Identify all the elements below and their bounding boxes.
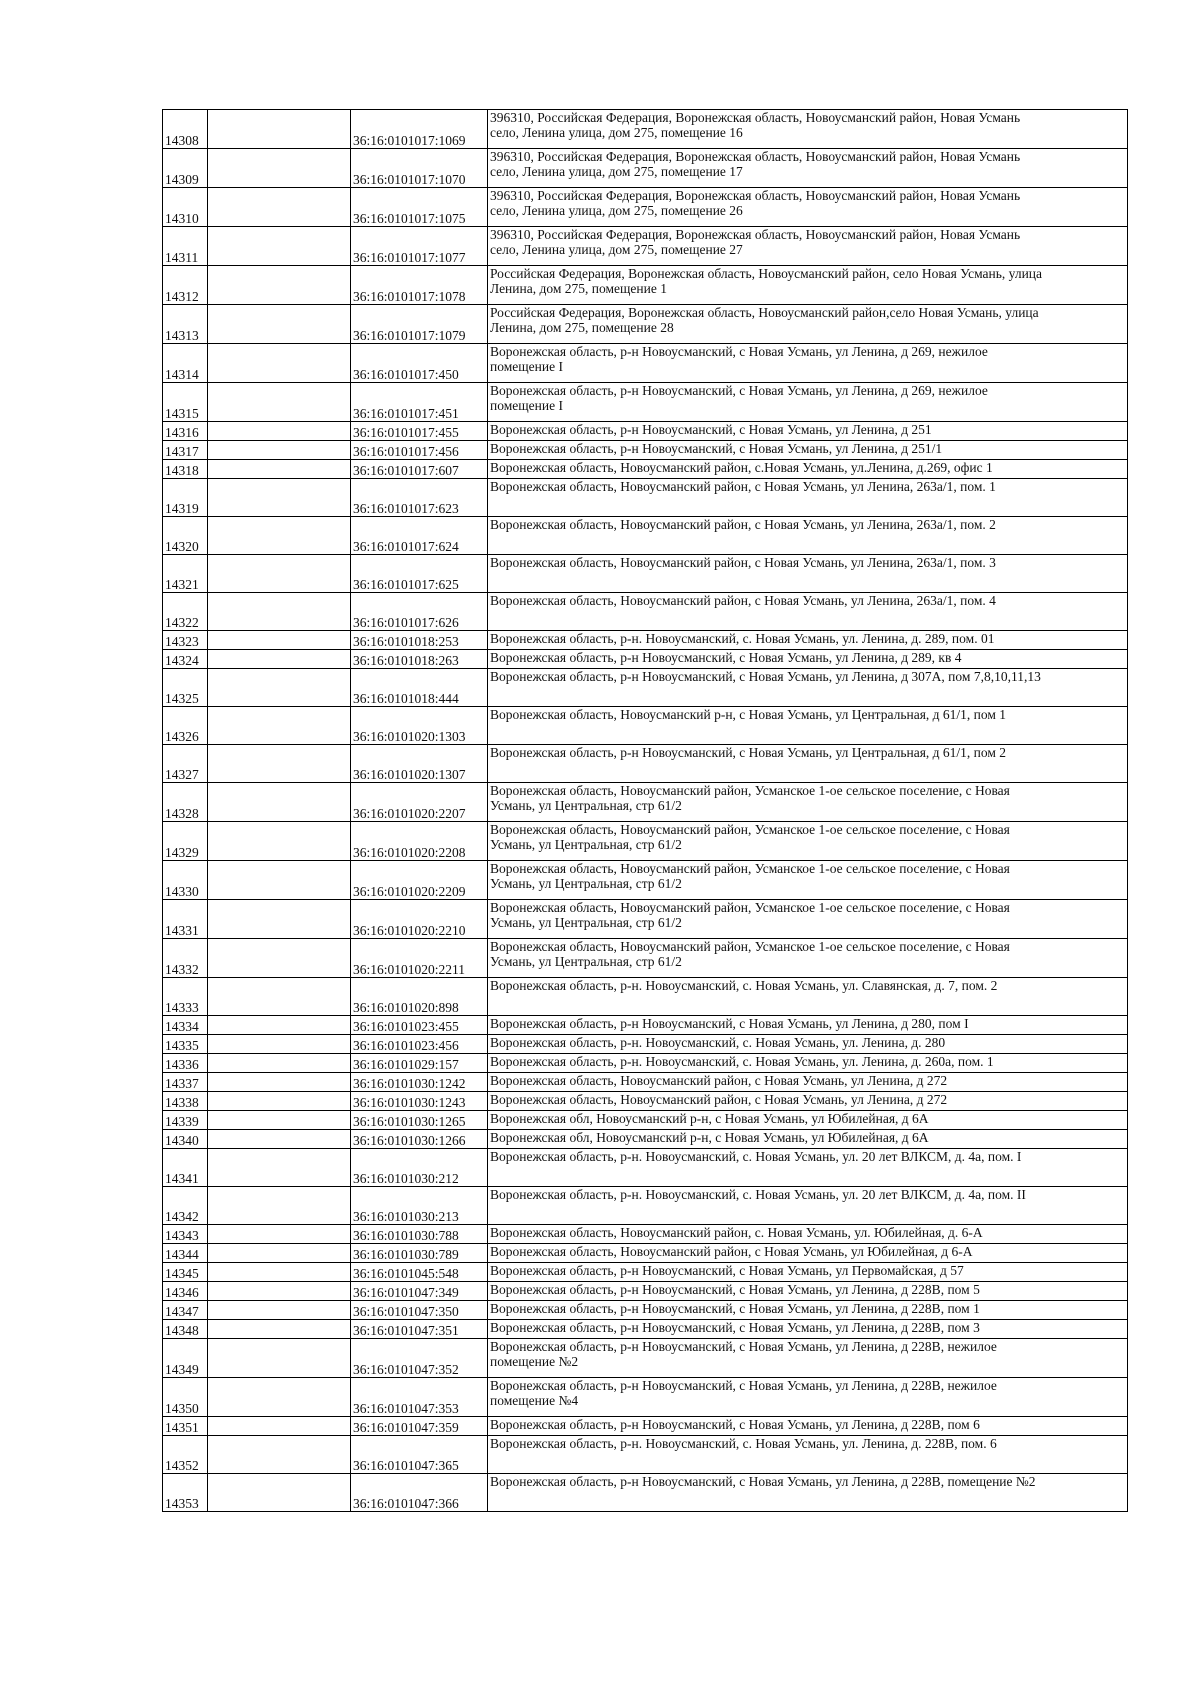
empty-cell xyxy=(208,978,351,1016)
table-row xyxy=(163,1282,1128,1301)
cadastral-number-cell: 36:16:0101030:788 xyxy=(351,1225,488,1244)
row-number-cell: 14339 xyxy=(163,1111,208,1130)
cadastral-number-cell: 36:16:0101017:1075 xyxy=(351,188,488,227)
cadastral-number-cell: 36:16:0101047:366 xyxy=(351,1474,488,1512)
address-cell: Воронежская область, р-н Новоусманский, с Новая Усмань, ул Ленина, д 228В, пом 1 xyxy=(488,1301,1128,1320)
table-row xyxy=(163,1378,1128,1417)
empty-cell xyxy=(208,1263,351,1282)
table-row xyxy=(163,1130,1128,1149)
table-row xyxy=(163,861,1128,900)
row-number-cell: 14333 xyxy=(163,978,208,1016)
table-row xyxy=(163,227,1128,266)
row-number-cell: 14331 xyxy=(163,900,208,939)
row-number-cell: 14341 xyxy=(163,1149,208,1187)
table-row xyxy=(163,650,1128,669)
cadastral-number-cell: 36:16:0101020:898 xyxy=(351,978,488,1016)
row-number-cell: 14308 xyxy=(163,110,208,149)
empty-cell xyxy=(208,1187,351,1225)
cadastral-number-cell: 36:16:0101047:350 xyxy=(351,1301,488,1320)
row-number-cell: 14312 xyxy=(163,266,208,305)
table-row xyxy=(163,900,1128,939)
address-cell: Воронежская область, Новоусманский район, с Новая Усмань, ул Ленина, д 272 xyxy=(488,1092,1128,1111)
row-number-cell: 14348 xyxy=(163,1320,208,1339)
empty-cell xyxy=(208,631,351,650)
row-number-cell: 14316 xyxy=(163,422,208,441)
table-row xyxy=(163,1035,1128,1054)
address-cell: Воронежская область, р-н Новоусманский, с Новая Усмань, ул Ленина, д 269, нежилое помещение I xyxy=(488,383,1128,422)
address-cell: Воронежская область, Новоусманский р-н, с Новая Усмань, ул Центральная, д 61/1, пом 1 xyxy=(488,707,1128,745)
empty-cell xyxy=(208,188,351,227)
cadastral-number-cell: 36:16:0101017:1070 xyxy=(351,149,488,188)
address-cell: Российская Федерация, Воронежская область, Новоусманский район, село Новая Усмань, улица Ленина, дом 275, помещение 1 xyxy=(488,266,1128,305)
empty-cell xyxy=(208,479,351,517)
table-row xyxy=(163,669,1128,707)
cadastral-number-cell: 36:16:0101047:353 xyxy=(351,1378,488,1417)
cadastral-number-cell: 36:16:0101030:212 xyxy=(351,1149,488,1187)
row-number-cell: 14314 xyxy=(163,344,208,383)
row-number-cell: 14335 xyxy=(163,1035,208,1054)
table-row xyxy=(163,745,1128,783)
cadastral-number-cell: 36:16:0101023:456 xyxy=(351,1035,488,1054)
cadastral-number-cell: 36:16:0101020:2211 xyxy=(351,939,488,978)
table-row xyxy=(163,1263,1128,1282)
empty-cell xyxy=(208,939,351,978)
cadastral-number-cell: 36:16:0101047:359 xyxy=(351,1417,488,1436)
empty-cell xyxy=(208,861,351,900)
address-cell: Воронежская область, р-н Новоусманский, с Новая Усмань, ул Первомайская, д 57 xyxy=(488,1263,1128,1282)
empty-cell xyxy=(208,383,351,422)
cadastral-number-cell: 36:16:0101045:548 xyxy=(351,1263,488,1282)
empty-cell xyxy=(208,1320,351,1339)
row-number-cell: 14346 xyxy=(163,1282,208,1301)
address-cell: Воронежская область, р-н. Новоусманский, с. Новая Усмань, ул. Ленина, д. 280 xyxy=(488,1035,1128,1054)
table-row xyxy=(163,783,1128,822)
empty-cell xyxy=(208,1111,351,1130)
cadastral-number-cell: 36:16:0101017:625 xyxy=(351,555,488,593)
address-cell: Воронежская область, р-н. Новоусманский, с. Новая Усмань, ул. Ленина, д. 260а, пом. 1 xyxy=(488,1054,1128,1073)
empty-cell xyxy=(208,822,351,861)
row-number-cell: 14337 xyxy=(163,1073,208,1092)
address-cell: Воронежская область, Новоусманский район, с Новая Усмань, ул Ленина, д 272 xyxy=(488,1073,1128,1092)
table-row xyxy=(163,939,1128,978)
empty-cell xyxy=(208,1149,351,1187)
property-table xyxy=(162,109,1128,1512)
table-row xyxy=(163,344,1128,383)
empty-cell xyxy=(208,745,351,783)
cadastral-number-cell: 36:16:0101029:157 xyxy=(351,1054,488,1073)
cadastral-number-cell: 36:16:0101047:351 xyxy=(351,1320,488,1339)
address-cell: Воронежская область, Новоусманский район, Усманское 1-ое сельское поселение, с Новая Усмань, ул Центральная, стр 61/2 xyxy=(488,939,1128,978)
cadastral-number-cell: 36:16:0101030:1265 xyxy=(351,1111,488,1130)
cadastral-number-cell: 36:16:0101017:607 xyxy=(351,460,488,479)
table-row xyxy=(163,1301,1128,1320)
cadastral-number-cell: 36:16:0101047:349 xyxy=(351,1282,488,1301)
empty-cell xyxy=(208,900,351,939)
table-row xyxy=(163,305,1128,344)
table-row xyxy=(163,555,1128,593)
row-number-cell: 14334 xyxy=(163,1016,208,1035)
table-row xyxy=(163,1149,1128,1187)
table-row xyxy=(163,441,1128,460)
address-cell: Российская Федерация, Воронежская область, Новоусманский район,село Новая Усмань, улица Ленина, дом 275, помещение 28 xyxy=(488,305,1128,344)
address-cell: Воронежская область, р-н Новоусманский, с Новая Усмань, ул Ленина, д 251 xyxy=(488,422,1128,441)
table-row xyxy=(163,707,1128,745)
empty-cell xyxy=(208,305,351,344)
cadastral-number-cell: 36:16:0101017:450 xyxy=(351,344,488,383)
cadastral-number-cell: 36:16:0101023:455 xyxy=(351,1016,488,1035)
empty-cell xyxy=(208,1130,351,1149)
address-cell: Воронежская область, р-н Новоусманский, с Новая Усмань, ул Центральная, д 61/1, пом 2 xyxy=(488,745,1128,783)
cadastral-number-cell: 36:16:0101030:789 xyxy=(351,1244,488,1263)
empty-cell xyxy=(208,1225,351,1244)
cadastral-number-cell: 36:16:0101017:1077 xyxy=(351,227,488,266)
address-cell: Воронежская область, р-н Новоусманский, с Новая Усмань, ул Ленина, д 228В, нежилое помещение №4 xyxy=(488,1378,1128,1417)
cadastral-number-cell: 36:16:0101030:1243 xyxy=(351,1092,488,1111)
address-cell: Воронежская область, р-н. Новоусманский, с. Новая Усмань, ул. Ленина, д. 289, пом. 01 xyxy=(488,631,1128,650)
empty-cell xyxy=(208,555,351,593)
table-row xyxy=(163,1187,1128,1225)
address-cell: 396310, Российская Федерация, Воронежская область, Новоусманский район, Новая Усмань село, Ленина улица, дом 275, помещение 17 xyxy=(488,149,1128,188)
row-number-cell: 14350 xyxy=(163,1378,208,1417)
table-row xyxy=(163,1436,1128,1474)
empty-cell xyxy=(208,422,351,441)
empty-cell xyxy=(208,1244,351,1263)
empty-cell xyxy=(208,227,351,266)
table-row xyxy=(163,593,1128,631)
row-number-cell: 14351 xyxy=(163,1417,208,1436)
cadastral-number-cell: 36:16:0101018:263 xyxy=(351,650,488,669)
table-row xyxy=(163,188,1128,227)
table-row xyxy=(163,1225,1128,1244)
address-cell: Воронежская область, Новоусманский район, Усманское 1-ое сельское поселение, с Новая Усмань, ул Центральная, стр 61/2 xyxy=(488,861,1128,900)
cadastral-number-cell: 36:16:0101020:2207 xyxy=(351,783,488,822)
row-number-cell: 14323 xyxy=(163,631,208,650)
row-number-cell: 14325 xyxy=(163,669,208,707)
cadastral-number-cell: 36:16:0101018:253 xyxy=(351,631,488,650)
empty-cell xyxy=(208,266,351,305)
empty-cell xyxy=(208,1301,351,1320)
empty-cell xyxy=(208,1092,351,1111)
table-row xyxy=(163,631,1128,650)
row-number-cell: 14328 xyxy=(163,783,208,822)
row-number-cell: 14321 xyxy=(163,555,208,593)
empty-cell xyxy=(208,707,351,745)
table-row xyxy=(163,266,1128,305)
table-row xyxy=(163,1073,1128,1092)
address-cell: Воронежская область, р-н Новоусманский, с Новая Усмань, ул Ленина, д 228В, пом 5 xyxy=(488,1282,1128,1301)
row-number-cell: 14343 xyxy=(163,1225,208,1244)
address-cell: Воронежская область, р-н Новоусманский, с Новая Усмань, ул Ленина, д 228В, пом 6 xyxy=(488,1417,1128,1436)
address-cell: 396310, Российская Федерация, Воронежская область, Новоусманский район, Новая Усмань село, Ленина улица, дом 275, помещение 27 xyxy=(488,227,1128,266)
table-row xyxy=(163,383,1128,422)
cadastral-number-cell: 36:16:0101017:626 xyxy=(351,593,488,631)
row-number-cell: 14324 xyxy=(163,650,208,669)
address-cell: Воронежская область, р-н. Новоусманский, с. Новая Усмань, ул. 20 лет ВЛКСМ, д. 4а, пом. I xyxy=(488,1149,1128,1187)
empty-cell xyxy=(208,460,351,479)
property-table-body xyxy=(163,110,1128,1512)
empty-cell xyxy=(208,1035,351,1054)
address-cell: Воронежская область, р-н. Новоусманский, с. Новая Усмань, ул. 20 лет ВЛКСМ, д. 4а, пом. II xyxy=(488,1187,1128,1225)
address-cell: Воронежская область, Новоусманский район, с Новая Усмань, ул Юбилейная, д 6-А xyxy=(488,1244,1128,1263)
address-cell: Воронежская обл, Новоусманский р-н, с Новая Усмань, ул Юбилейная, д 6А xyxy=(488,1111,1128,1130)
row-number-cell: 14330 xyxy=(163,861,208,900)
row-number-cell: 14349 xyxy=(163,1339,208,1378)
address-cell: Воронежская область, р-н. Новоусманский, с. Новая Усмань, ул. Ленина, д. 228В, пом. 6 xyxy=(488,1436,1128,1474)
row-number-cell: 14319 xyxy=(163,479,208,517)
row-number-cell: 14336 xyxy=(163,1054,208,1073)
cadastral-number-cell: 36:16:0101017:451 xyxy=(351,383,488,422)
row-number-cell: 14342 xyxy=(163,1187,208,1225)
cadastral-number-cell: 36:16:0101018:444 xyxy=(351,669,488,707)
empty-cell xyxy=(208,441,351,460)
table-row xyxy=(163,1339,1128,1378)
empty-cell xyxy=(208,1073,351,1092)
address-cell: Воронежская обл, Новоусманский р-н, с Новая Усмань, ул Юбилейная, д 6А xyxy=(488,1130,1128,1149)
empty-cell xyxy=(208,149,351,188)
row-number-cell: 14329 xyxy=(163,822,208,861)
empty-cell xyxy=(208,1436,351,1474)
address-cell: Воронежская область, р-н Новоусманский, с Новая Усмань, ул Ленина, д 289, кв 4 xyxy=(488,650,1128,669)
table-row xyxy=(163,1244,1128,1263)
row-number-cell: 14344 xyxy=(163,1244,208,1263)
address-cell: Воронежская область, р-н Новоусманский, с Новая Усмань, ул Ленина, д 307А, пом 7,8,10,11,13 xyxy=(488,669,1128,707)
cadastral-number-cell: 36:16:0101017:624 xyxy=(351,517,488,555)
empty-cell xyxy=(208,1417,351,1436)
address-cell: Воронежская область, Новоусманский район, Усманское 1-ое сельское поселение, с Новая Усмань, ул Центральная, стр 61/2 xyxy=(488,822,1128,861)
empty-cell xyxy=(208,1378,351,1417)
address-cell: Воронежская область, р-н Новоусманский, с Новая Усмань, ул Ленина, д 251/1 xyxy=(488,441,1128,460)
table-row xyxy=(163,460,1128,479)
table-row xyxy=(163,1320,1128,1339)
table-row xyxy=(163,479,1128,517)
table-row xyxy=(163,110,1128,149)
empty-cell xyxy=(208,1282,351,1301)
row-number-cell: 14309 xyxy=(163,149,208,188)
table-row xyxy=(163,1016,1128,1035)
row-number-cell: 14347 xyxy=(163,1301,208,1320)
address-cell: Воронежская область, Новоусманский район, с Новая Усмань, ул Ленина, 263а/1, пом. 4 xyxy=(488,593,1128,631)
empty-cell xyxy=(208,1016,351,1035)
table-row xyxy=(163,1054,1128,1073)
table-row xyxy=(163,1417,1128,1436)
row-number-cell: 14311 xyxy=(163,227,208,266)
row-number-cell: 14345 xyxy=(163,1263,208,1282)
empty-cell xyxy=(208,650,351,669)
row-number-cell: 14338 xyxy=(163,1092,208,1111)
address-cell: Воронежская область, р-н Новоусманский, с Новая Усмань, ул Ленина, д 228В, нежилое помещение №2 xyxy=(488,1339,1128,1378)
address-cell: 396310, Российская Федерация, Воронежская область, Новоусманский район, Новая Усмань село, Ленина улица, дом 275, помещение 26 xyxy=(488,188,1128,227)
address-cell: Воронежская область, р-н Новоусманский, с Новая Усмань, ул Ленина, д 269, нежилое помещение I xyxy=(488,344,1128,383)
empty-cell xyxy=(208,593,351,631)
empty-cell xyxy=(208,110,351,149)
cadastral-number-cell: 36:16:0101030:213 xyxy=(351,1187,488,1225)
empty-cell xyxy=(208,1474,351,1512)
table-row xyxy=(163,1474,1128,1512)
row-number-cell: 14313 xyxy=(163,305,208,344)
address-cell: Воронежская область, Новоусманский район, с Новая Усмань, ул Ленина, 263а/1, пом. 3 xyxy=(488,555,1128,593)
table-row xyxy=(163,1111,1128,1130)
empty-cell xyxy=(208,517,351,555)
cadastral-number-cell: 36:16:0101047:365 xyxy=(351,1436,488,1474)
row-number-cell: 14317 xyxy=(163,441,208,460)
address-cell: Воронежская область, Новоусманский район, с Новая Усмань, ул Ленина, 263а/1, пом. 1 xyxy=(488,479,1128,517)
cadastral-number-cell: 36:16:0101017:455 xyxy=(351,422,488,441)
row-number-cell: 14340 xyxy=(163,1130,208,1149)
table-row xyxy=(163,149,1128,188)
row-number-cell: 14322 xyxy=(163,593,208,631)
row-number-cell: 14315 xyxy=(163,383,208,422)
address-cell: Воронежская область, Новоусманский район, Усманское 1-ое сельское поселение, с Новая Усмань, ул Центральная, стр 61/2 xyxy=(488,783,1128,822)
row-number-cell: 14320 xyxy=(163,517,208,555)
empty-cell xyxy=(208,669,351,707)
cadastral-number-cell: 36:16:0101017:1078 xyxy=(351,266,488,305)
cadastral-number-cell: 36:16:0101020:2210 xyxy=(351,900,488,939)
empty-cell xyxy=(208,344,351,383)
cadastral-number-cell: 36:16:0101047:352 xyxy=(351,1339,488,1378)
row-number-cell: 14310 xyxy=(163,188,208,227)
row-number-cell: 14352 xyxy=(163,1436,208,1474)
address-cell: Воронежская область, Новоусманский район, с. Новая Усмань, ул. Юбилейная, д. 6-А xyxy=(488,1225,1128,1244)
cadastral-number-cell: 36:16:0101017:1069 xyxy=(351,110,488,149)
cadastral-number-cell: 36:16:0101030:1242 xyxy=(351,1073,488,1092)
address-cell: Воронежская область, Новоусманский район, Усманское 1-ое сельское поселение, с Новая Усмань, ул Центральная, стр 61/2 xyxy=(488,900,1128,939)
row-number-cell: 14353 xyxy=(163,1474,208,1512)
address-cell: Воронежская область, р-н. Новоусманский, с. Новая Усмань, ул. Славянская, д. 7, пом. 2 xyxy=(488,978,1128,1016)
table-row xyxy=(163,978,1128,1016)
address-cell: Воронежская область, р-н Новоусманский, с Новая Усмань, ул Ленина, д 228В, помещение №2 xyxy=(488,1474,1128,1512)
address-cell: Воронежская область, Новоусманский район, с Новая Усмань, ул Ленина, 263а/1, пом. 2 xyxy=(488,517,1128,555)
table-row xyxy=(163,422,1128,441)
cadastral-number-cell: 36:16:0101020:2208 xyxy=(351,822,488,861)
empty-cell xyxy=(208,1339,351,1378)
cadastral-number-cell: 36:16:0101020:1307 xyxy=(351,745,488,783)
cadastral-number-cell: 36:16:0101020:2209 xyxy=(351,861,488,900)
empty-cell xyxy=(208,783,351,822)
row-number-cell: 14318 xyxy=(163,460,208,479)
row-number-cell: 14326 xyxy=(163,707,208,745)
table-row xyxy=(163,822,1128,861)
cadastral-number-cell: 36:16:0101030:1266 xyxy=(351,1130,488,1149)
table-row xyxy=(163,1092,1128,1111)
cadastral-number-cell: 36:16:0101017:1079 xyxy=(351,305,488,344)
empty-cell xyxy=(208,1054,351,1073)
row-number-cell: 14327 xyxy=(163,745,208,783)
address-cell: Воронежская область, р-н Новоусманский, с Новая Усмань, ул Ленина, д 280, пом I xyxy=(488,1016,1128,1035)
row-number-cell: 14332 xyxy=(163,939,208,978)
cadastral-number-cell: 36:16:0101017:623 xyxy=(351,479,488,517)
address-cell: 396310, Российская Федерация, Воронежская область, Новоусманский район, Новая Усмань село, Ленина улица, дом 275, помещение 16 xyxy=(488,110,1128,149)
address-cell: Воронежская область, Новоусманский район, с.Новая Усмань, ул.Ленина, д.269, офис 1 xyxy=(488,460,1128,479)
address-cell: Воронежская область, р-н Новоусманский, с Новая Усмань, ул Ленина, д 228В, пом 3 xyxy=(488,1320,1128,1339)
table-row xyxy=(163,517,1128,555)
cadastral-number-cell: 36:16:0101020:1303 xyxy=(351,707,488,745)
cadastral-number-cell: 36:16:0101017:456 xyxy=(351,441,488,460)
